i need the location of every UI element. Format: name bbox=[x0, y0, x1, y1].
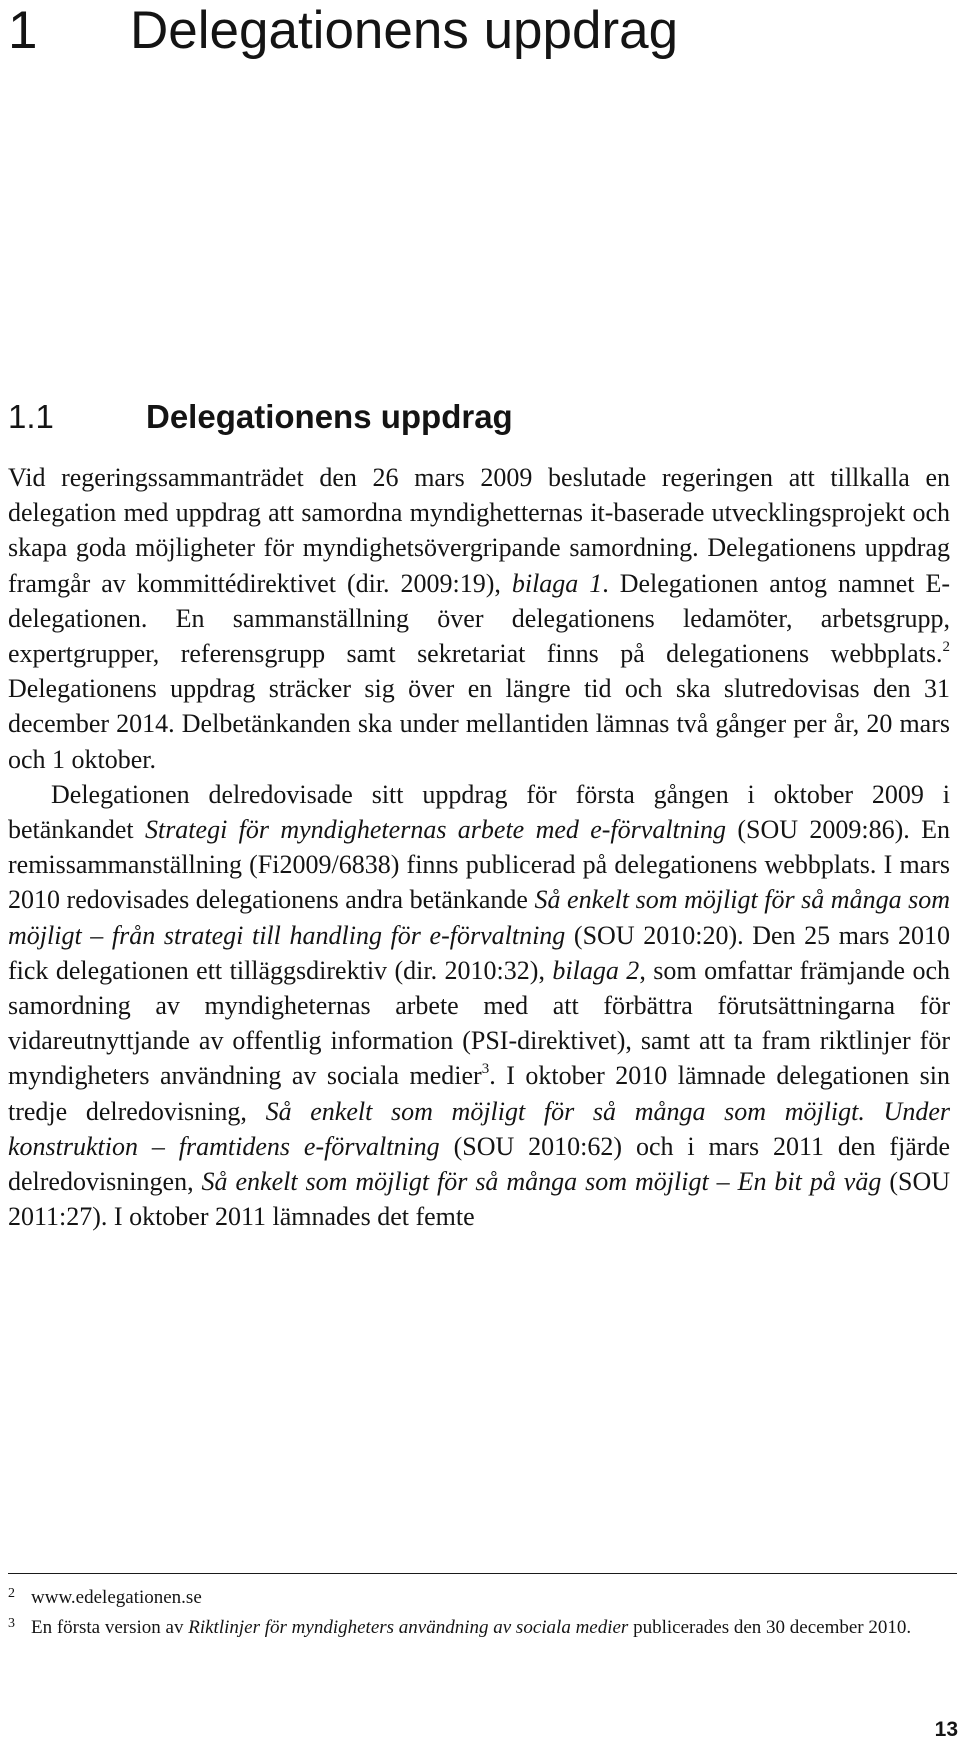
italic-run: Riktlinjer för myndigheters användning av sociala medier bbox=[188, 1617, 629, 1638]
italic-run: Strategi för myndigheternas arbete med e-förvaltning bbox=[144, 815, 726, 845]
footnote-link[interactable]: www.edelegationen.se bbox=[31, 1587, 202, 1608]
footnote-ref-2[interactable]: 2 bbox=[942, 639, 950, 656]
text-run: Delegationens uppdrag sträcker sig över en längre tid och ska slutredovisas den 31 december 2014. Delbetänkanden ska under mellantiden lämnas två gånger per år, 20 mars och 1 oktober. bbox=[8, 674, 950, 774]
footnote-mark: 3 bbox=[8, 1616, 15, 1631]
italic-run: bilaga 1 bbox=[511, 568, 603, 598]
chapter-number: 1 bbox=[8, 1, 38, 60]
chapter-title: Delegationens uppdrag bbox=[130, 1, 679, 60]
section-number: 1.1 bbox=[8, 398, 54, 435]
footnote-mark: 2 bbox=[8, 1586, 15, 1601]
text-run: (SOU 2011:27). I oktober 2011 lämnades det femte bbox=[8, 1167, 950, 1232]
footnote-divider bbox=[8, 1573, 957, 1574]
body-text bbox=[8, 460, 950, 1234]
italic-run: bilaga 2 bbox=[552, 955, 640, 985]
paragraph-1 bbox=[8, 460, 950, 777]
text-run: Delegationen delredovisade sitt uppdrag för första gången i oktober 2009 i betänkandet bbox=[8, 779, 950, 845]
text-run: . I oktober 2010 lämnade delegationen sin tredje delredovisning, bbox=[8, 1061, 950, 1126]
chapter-heading bbox=[8, 0, 678, 62]
footnote-ref-3[interactable]: 3 bbox=[481, 1061, 490, 1078]
italic-run: Så enkelt som möjligt för så många som möjligt – från strategi till handling för e-förvaltning bbox=[8, 885, 951, 950]
footnote-3 bbox=[8, 1615, 950, 1641]
italic-run: Så enkelt som möjligt för så många som möjligt. Under konstruktion – framtidens e-förvaltning bbox=[8, 1096, 950, 1161]
footnotes bbox=[8, 1585, 950, 1645]
text-run: (SOU 2009:86). En remissammanställning (Fi2009/6838) finns publicerad på delegationens webbplats. I mars 2010 redovisades delegationens andra betänkande bbox=[8, 815, 951, 915]
text-run: (SOU 2010:62) och i mars 2011 den fjärde delredovisningen, bbox=[8, 1131, 950, 1197]
text-run: publicerades den 30 december 2010. bbox=[628, 1617, 912, 1638]
text-run: (SOU 2010:20). Den 25 mars 2010 fick delegationen ett tilläggsdirektiv (dir. 2010:32), bbox=[8, 920, 950, 985]
text-run: , som omfattar främjande och samordning av myndigheternas arbete med att förbättra förutsättningarna för vidareutnyttjande av offentlig information (PSI-direktivet), samt att ta fram riktlinjer för myndigheters användning av sociala medier bbox=[8, 955, 950, 1091]
footnote-2 bbox=[8, 1585, 950, 1611]
paragraph-2 bbox=[8, 777, 950, 1235]
section-heading bbox=[8, 396, 513, 438]
section-title: Delegationens uppdrag bbox=[146, 398, 513, 435]
text-run: En första version av bbox=[31, 1617, 189, 1638]
italic-run: Så enkelt som möjligt för så många som möjligt – En bit på väg bbox=[201, 1167, 882, 1197]
text-run: Vid regeringssammanträdet den 26 mars 2009 beslutade regeringen att tillkalla en delegation med uppdrag att samordna myndighetternas it-baserade utvecklingsprojekt och skapa goda möjligheter för myndighetsövergripande samordning. Delegationens uppdrag framgår av kommittédirektivet (dir. 2009:19), bbox=[8, 463, 950, 598]
text-run: . Delegationen antog namnet E-delegationen. En sammanställning över delegationens ledamöter, arbetsgrupp, expertgrupper, referensgrupp samt sekretariat finns på delegationens webbplats. bbox=[8, 568, 950, 669]
page-number: 13 bbox=[934, 1718, 958, 1741]
